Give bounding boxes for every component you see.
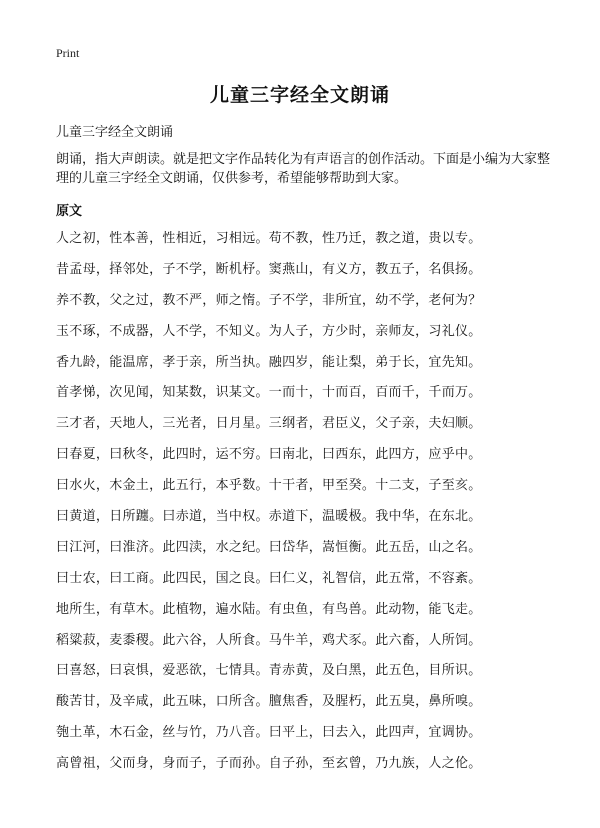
article-subtitle: 儿童三字经全文朗诵 xyxy=(56,125,174,140)
text-line: 匏土革，木石金，丝与竹，乃八音。曰平上，曰去入，此四声，宜调协。 xyxy=(56,725,482,741)
text-line: 香九龄，能温席，孝于亲，所当执。融四岁，能让梨，弟于长，宜先知。 xyxy=(56,354,482,370)
text-line: 三才者，天地人，三光者，日月星。三纲者，君臣义，父子亲，夫妇顺。 xyxy=(56,416,482,432)
text-line: 首孝悌，次见闻，知某数，识某文。一而十，十而百，百而千，千而万。 xyxy=(56,385,482,401)
text-line: 稻粱菽，麦黍稷。此六谷，人所食。马牛羊，鸡犬豕。此六畜，人所饲。 xyxy=(56,632,482,648)
text-line: 曰江河，曰淮济。此四渎，水之纪。曰岱华，嵩恒衡。此五岳，山之名。 xyxy=(56,539,482,555)
text-line: 曰喜怒，曰哀惧，爱恶欲，七情具。青赤黄，及白黑，此五色，目所识。 xyxy=(56,663,482,679)
section-heading: 原文 xyxy=(56,204,83,219)
intro-paragraph: 朗诵，指大声朗读。就是把文字作品转化为有声语言的创作活动。下面是小编为大家整理的儿童三字经全文朗诵，仅供参考，希望能够帮助到大家。 xyxy=(56,152,551,186)
text-line: 曰黄道，日所躔。曰赤道，当中权。赤道下，温暖极。我中华，在东北。 xyxy=(56,509,482,525)
text-line: 养不教，父之过，教不严，师之惰。子不学，非所宜，幼不学，老何为？ xyxy=(56,292,482,308)
text-line: 曰士农，曰工商。此四民，国之良。曰仁义，礼智信，此五常，不容紊。 xyxy=(56,570,482,586)
text-lines xyxy=(56,230,576,786)
text-line: 曰水火，木金土，此五行，本乎数。十干者，甲至癸。十二支，子至亥。 xyxy=(56,478,482,494)
text-line: 曰春夏，曰秋冬，此四时，运不穷。曰南北，曰西东，此四方，应乎中。 xyxy=(56,447,482,463)
text-line: 酸苦甘，及辛咸，此五味，口所含。膻焦香，及腥朽，此五臭，鼻所嗅。 xyxy=(56,694,482,710)
print-link[interactable]: Print xyxy=(56,46,80,60)
text-line: 高曾祖，父而身，身而子，子而孙。自子孙，至玄曾，乃九族，人之伦。 xyxy=(56,756,482,772)
page-title: 儿童三字经全文朗诵 xyxy=(209,84,390,106)
text-line: 地所生，有草木。此植物，遍水陆。有虫鱼，有鸟兽。此动物，能飞走。 xyxy=(56,601,482,617)
text-line: 玉不琢，不成器，人不学，不知义。为人子，方少时，亲师友，习礼仪。 xyxy=(56,323,482,339)
text-line: 人之初，性本善，性相近，习相远。苟不教，性乃迁，教之道，贵以专。 xyxy=(56,231,482,246)
text-line: 昔孟母，择邻处，子不学，断机杼。窦燕山，有义方，教五子，名俱扬。 xyxy=(56,261,482,277)
